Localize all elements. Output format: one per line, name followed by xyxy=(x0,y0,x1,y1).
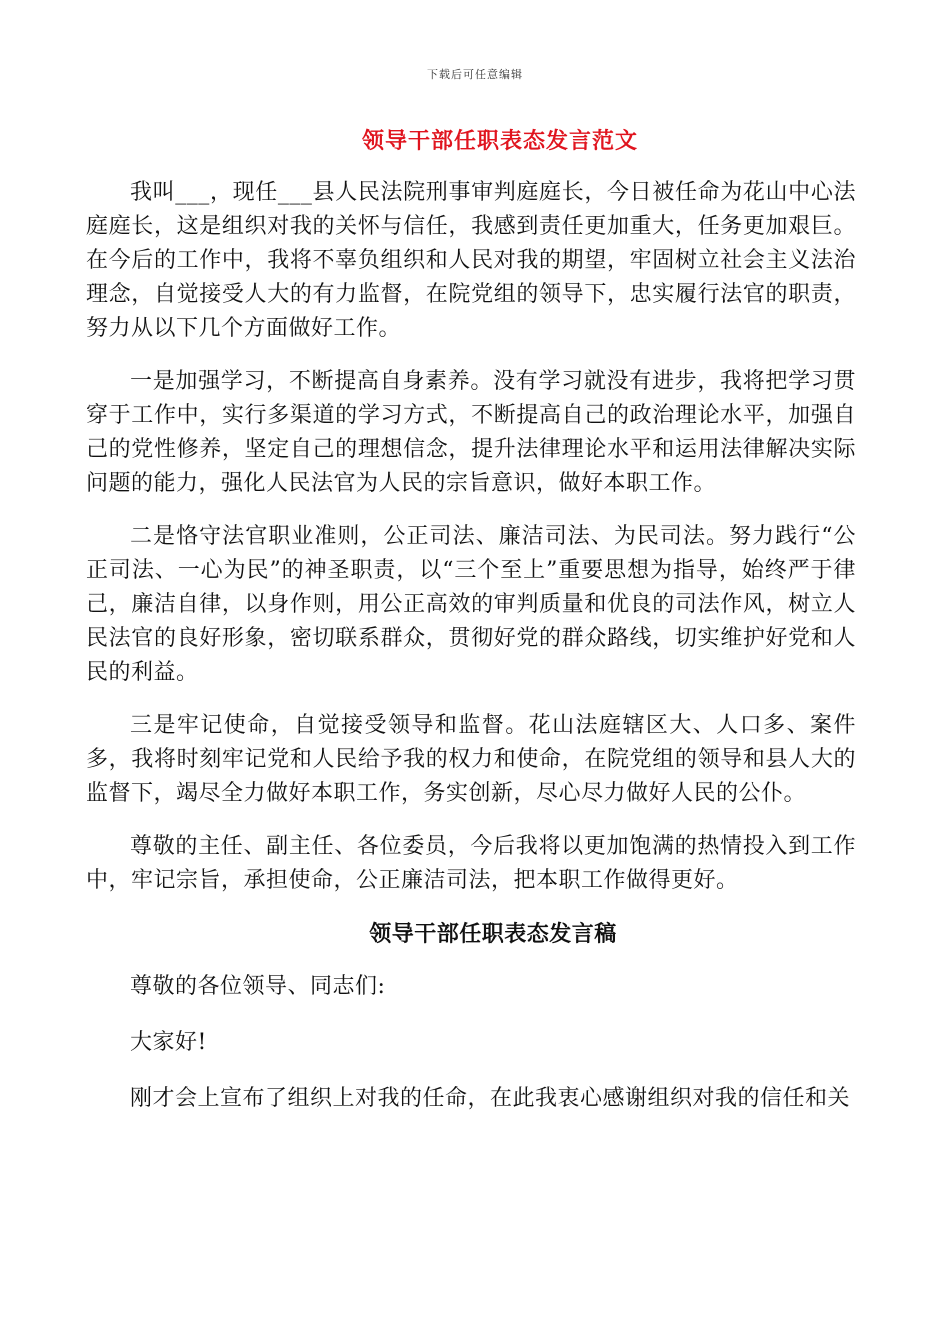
paragraph-point-one: 一是加强学习，不断提高自身素养。没有学习就没有进步，我将把学习贯穿于工作中，实行多渠道的学习方式，不断提高自己的政治理论水平，加强自己的党性修养，坚定自己的理想信念，提升法律理论水平和运用法律解决实际问题的能力，强化人民法官为人民的宗旨意识，做好本职工作。 xyxy=(86,369,856,496)
paragraph-point-three: 三是牢记使命，自觉接受领导和监督。花山法庭辖区大、人口多、案件多，我将时刻牢记党和人民给予我的权力和使命，在院党组的领导和县人大的监督下，竭尽全力做好本职工作，务实创新，尽心尽力做好人民的公仆。 xyxy=(86,713,856,806)
paragraph-intro: 我叫___，现任___县人民法院刑事审判庭庭长，今日被任命为花山中心法庭庭长，这是组织对我的关怀与信任，我感到责任更加重大，任务更加艰巨。在今后的工作中，我将不辜负组织和人民对我的期望，牢固树立社会主义法治理念，自觉接受人大的有力监督，在院党组的领导下，忠实履行法官的职责，努力从以下几个方面做好工作。 xyxy=(86,180,856,341)
hello-line: 大家好! xyxy=(130,1030,207,1055)
greeting-line: 尊敬的各位领导、同志们: xyxy=(130,974,386,999)
header-note: 下载后可任意编辑 xyxy=(427,68,523,81)
document-title: 领导干部任职表态发言范文 xyxy=(361,128,638,154)
document-body xyxy=(86,176,856,1138)
section-subtitle: 领导干部任职表态发言稿 xyxy=(369,921,617,947)
paragraph-conclusion: 尊敬的主任、副主任、各位委员，今后我将以更加饱满的热情投入到工作中，牢记宗旨，承担使命，公正廉洁司法，把本职工作做得更好。 xyxy=(86,834,856,893)
paragraph-point-two: 二是恪守法官职业准则，公正司法、廉洁司法、为民司法。努力践行“公正司法、一心为民”的神圣职责，以“三个至上”重要思想为指导，始终严于律己，廉洁自律，以身作则，用公正高效的审判质量和优良的司法作风，树立人民法官的良好形象，密切联系群众，贯彻好党的群众路线，切实维护好党和人民的利益。 xyxy=(86,524,856,685)
closing-line: 刚才会上宣布了组织上对我的任命，在此我衷心感谢组织对我的信任和关 xyxy=(130,1086,851,1111)
